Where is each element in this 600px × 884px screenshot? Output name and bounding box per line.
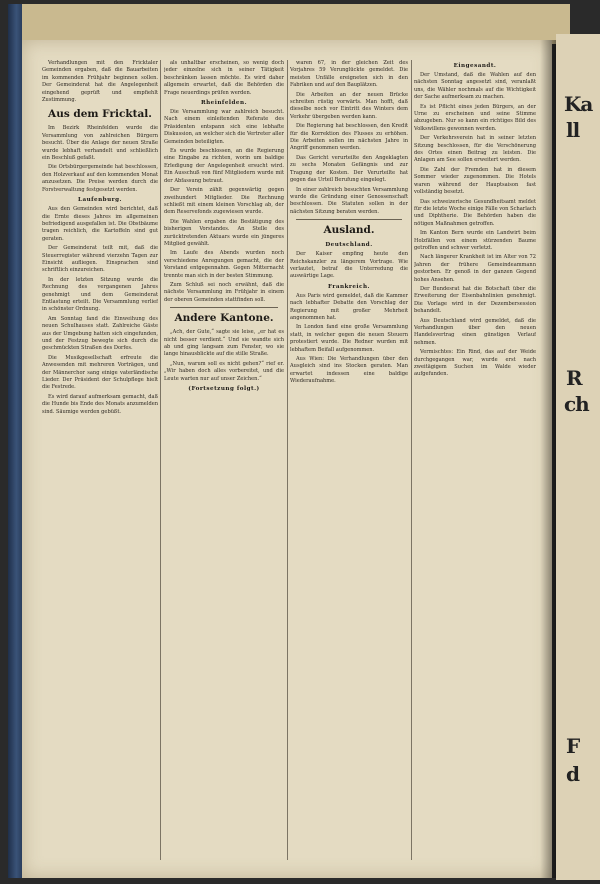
paragraph: Aus Wien: Die Verhandlungen über den Ausgleich sind ins Stocken geraten. Man erwartet indessen eine baldige Wiederaufnahme.: [290, 356, 408, 385]
section-heading: Andere Kantone.: [174, 312, 274, 325]
paragraph: Das Gericht verurteilte den Angeklagten zu sechs Monaten Gefängnis und zur Tragung der Kosten. Der Verurteilte hat gegen das Urteil Berufung eingelegt.: [290, 154, 408, 184]
paragraph: als unhaltbar erscheinen, so wenig doch jeder einzelne sich in seiner Tätigkeit beschränken lassen möchte. Es wird daher allgemein erwartet, daß die Behörden die Frage neuerdings prüfen werden.: [164, 60, 284, 96]
paragraph: „Ach, der Gute,“ sagte sie leise, „er hat es nicht besser verdient.“ Und sie wandte sich ab und ging langsam zum Fenster, wo sie lange hinausblickte auf die stille Straße.: [164, 329, 284, 358]
side-page-letter: Ka: [564, 92, 593, 116]
paragraph: Der Verkehrsverein hat in seiner letzten Sitzung beschlossen, für die Verschönerung des Ortes einen Beitrag zu leisten. Die Anlagen am See sollen erweitert werden.: [414, 135, 536, 164]
side-page-letter: d: [566, 762, 579, 786]
paragraph: Aus den Gemeinden wird berichtet, daß die Ernte dieses Jahres im allgemeinen befriedigend ausgefallen ist. Die Obstbäume tragen reichlich, die Kartoffeln sind gut geraten.: [42, 206, 158, 242]
column-2: [164, 60, 284, 860]
section-heading: Aus dem Fricktal.: [48, 108, 152, 121]
column-rule: [160, 60, 161, 860]
paragraph: Aus Paris wird gemeldet, daß die Kammer nach lebhafter Debatte den Vorschlag der Regierung mit großer Mehrheit angenommen hat.: [290, 292, 408, 321]
side-page-letter: F: [566, 734, 580, 758]
paragraph: Es wurde beschlossen, an die Regierung eine Eingabe zu richten, worin um baldige Erledigung der Angelegenheit ersucht wird. Ein Ausschuß von fünf Mitgliedern wurde mit der Abfassung betraut.: [164, 148, 284, 184]
dateline: Laufenburg.: [78, 197, 122, 204]
paragraph: In einer zahlreich besuchten Versammlung wurde die Gründung einer Genossenschaft beschlossen. Die Statuten sollen in der nächsten Sitzung beraten werden.: [290, 186, 408, 215]
paragraph: Im Bezirk Rheinfelden wurde die Versammlung von zahlreichen Bürgern besucht. Über die Anlage der neuen Straße wurde lebhaft verhandelt und schließlich ein Beschluß gefaßt.: [42, 125, 158, 162]
divider: [296, 219, 402, 220]
paragraph: Die Wahlen ergaben die Bestätigung des bisherigen Vorstandes. An Stelle des zurücktretenden Aktuars wurde ein jüngeres Mitglied gewählt.: [164, 218, 284, 247]
column-3: [290, 60, 408, 860]
paragraph: Der Bundesrat hat die Botschaft über die Erweiterung der Eisenbahnlinien genehmigt. Die Vorlage wird in der Dezembersession behandelt.: [414, 285, 536, 315]
continuation-note: (Fortsetzung folgt.): [188, 386, 260, 393]
column-1: [42, 60, 158, 860]
paragraph: Die Musikgesellschaft erfreute die Anwesenden mit mehreren Vorträgen, und der Männerchor sang einige vaterländische Lieder. Der Präsident der Schulpflege hielt die Festrede.: [42, 354, 158, 391]
paragraph: Aus Deutschland wird gemeldet, daß die Verhandlungen über den neuen Handelsvertrag einen günstigen Verlauf nehmen.: [414, 317, 536, 346]
paragraph: waren 67, in der gleichen Zeit des Vorjahres 59 Verunglückte gemeldet. Die meisten Unfälle ereigneten sich in den Fabriken und auf den Bauplätzen.: [290, 60, 408, 89]
paragraph: Der Verein zählt gegenwärtig gegen zweihundert Mitglieder. Die Rechnung schließt mit einem kleinen Vorschlag ab, der dem Reservefonds zugewiesen wurde.: [164, 187, 284, 216]
paragraph: Die Zahl der Fremden hat in diesem Sommer wieder zugenommen. Die Hotels waren während der Hauptsaison fast vollständig besetzt.: [414, 166, 536, 196]
paragraph: Die Ortsbürgergemeinde hat beschlossen, den Holzverkauf auf den kommenden Monat anzusetzen. Die Preise werden durch die Forstverwaltung festgesetzt werden.: [42, 164, 158, 193]
paragraph: Die Arbeiten an der neuen Brücke schreiten rüstig vorwärts. Man hofft, daß dieselbe noch vor Eintritt des Winters dem Verkehr übergeben werden kann.: [290, 91, 408, 120]
column-4: [414, 60, 536, 860]
adjacent-page-edge: [556, 34, 600, 880]
paragraph: Der Gemeinderat teilt mit, daß die Steuerregister während vierzehn Tagen zur Einsicht aufliegen. Einsprachen sind schriftlich einzureichen.: [42, 245, 158, 274]
paragraph: „Nun, warum soll es nicht gehen?“ rief er. „Wir haben doch alles vorbereitet, und die Leute warten nur auf unser Zeichen.“: [164, 360, 284, 382]
notice-heading: Eingesandt.: [453, 63, 497, 69]
divider: [170, 307, 278, 308]
section-heading: Ausland.: [323, 224, 375, 237]
side-page-letter: ch: [564, 392, 589, 416]
side-page-letter: R: [566, 366, 582, 390]
paragraph: Die Versammlung war zahlreich besucht. Nach einem einleitenden Referate des Präsidenten entspann sich eine lebhafte Diskussion, an welcher sich die Vertreter aller Gemeinden beteiligten.: [164, 109, 284, 145]
paragraph: Die Regierung hat beschlossen, den Kredit für die Korrektion des Flusses zu erhöhen. Die Arbeiten sollen im nächsten Jahre in Angriff genommen werden.: [290, 123, 408, 152]
book-cover-edge: [8, 4, 22, 878]
paragraph: Der Umstand, daß die Wahlen auf den nächsten Sonntag angesetzt sind, veranlaßt uns, die Wähler nochmals auf die Wichtigkeit der Sache aufmerksam zu machen.: [414, 72, 536, 101]
paragraph: In der letzten Sitzung wurde die Rechnung des vergangenen Jahres genehmigt und dem Gemeinderat Entlastung erteilt. Die Versammlung verlief in schönster Ordnung.: [42, 276, 158, 313]
dateline: Deutschland.: [325, 242, 373, 249]
column-rule: [287, 60, 288, 860]
paragraph: Im Laufe des Abends wurden noch verschiedene Anregungen gemacht, die der Vorstand entgegennahm. Gegen Mitternacht trennte man sich in der besten Stimmung.: [164, 250, 284, 279]
paragraph: Der Kaiser empfing heute den Reichskanzler zu längerem Vortrage. Wie verlautet, betraf die Unterredung die auswärtige Lage.: [290, 251, 408, 280]
side-page-letter: ll: [566, 118, 580, 142]
paragraph: Es wird darauf aufmerksam gemacht, daß die Hunde bis Ende des Monats anzumelden sind. Säumige werden gebüßt.: [42, 393, 158, 415]
paragraph: Am Sonntag fand die Einweihung des neuen Schulhauses statt. Zahlreiche Gäste aus der Umgebung hatten sich eingefunden, und der Festzug bewegte sich durch die geschmückten Straßen des Dorfes.: [42, 315, 158, 352]
dateline: Rheinfelden.: [200, 100, 248, 107]
paragraph: In London fand eine große Versammlung statt, in welcher gegen die neuen Steuern protestiert wurde. Die Redner wurden mit lebhaftem Beifall aufgenommen.: [290, 324, 408, 353]
paragraph: Das schweizerische Gesundheitsamt meldet für die letzte Woche einige Fälle von Scharlach und Diphtherie. Die Behörden haben die nötigen Maßnahmen getroffen.: [414, 198, 536, 227]
dateline: Frankreich.: [328, 283, 370, 290]
paragraph: Im Kanton Bern wurde ein Landwirt beim Holzfällen von einem stürzenden Baume getroffen und schwer verletzt.: [414, 230, 536, 251]
column-rule: [411, 60, 412, 860]
paragraph: Nach längerer Krankheit ist im Alter von 72 Jahren der frühere Gemeindeammann gestorben. Er genoß in der ganzen Gegend hohes Ansehen.: [414, 254, 536, 283]
page-top-edge: [22, 4, 570, 44]
paragraph: Vermischtes: Ein Rind, das auf der Weide durchgegangen war, wurde erst nach zweitägigem Suchen im Walde wieder aufgefunden.: [414, 349, 536, 378]
paragraph: Zum Schluß sei noch erwähnt, daß die nächste Versammlung im Frühjahr in einem der oberen Gemeinden stattfinden soll.: [164, 281, 284, 303]
paragraph: Es ist Pflicht eines jeden Bürgers, an der Urne zu erscheinen und seine Stimme abzugeben. Nur so kann ein richtiges Bild des Volkswillens gewonnen werden.: [414, 103, 536, 132]
paragraph: Verhandlungen mit den Fricktaler Gemeinden ergaben, daß die Bauarbeiten im kommenden Frühjahr beginnen sollen. Der Gemeinderat hat die Angelegenheit eingehend geprüft und empfiehlt Zustimmung.: [42, 60, 158, 104]
